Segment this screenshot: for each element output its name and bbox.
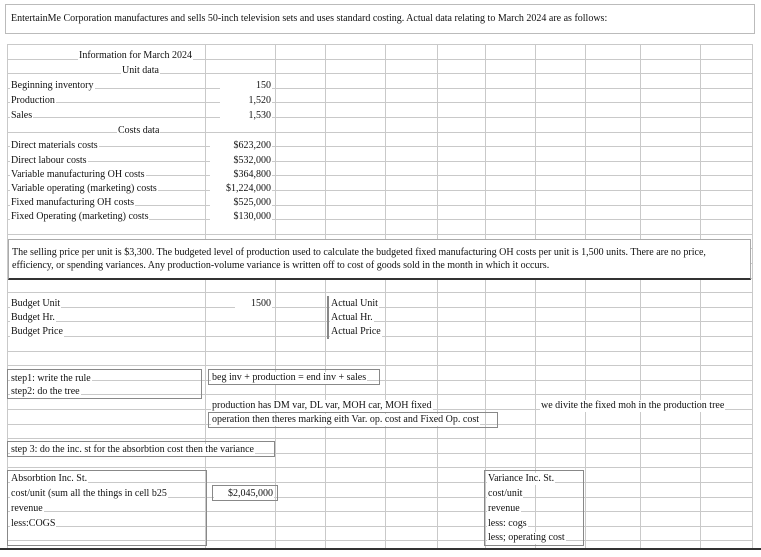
variance-title: Variance Inc. St. xyxy=(488,473,555,484)
note-operation: operation then theres marking eith Var. op. cost and Fixed Op. cost xyxy=(212,414,479,425)
problem-paragraph[interactable]: The selling price per unit is $3,300. The budgeted level of production used to calculate the budgeted fixed manufacturing OH costs per unit is 1,500 units. There are no price, efficiency, or spending variances. Any production-volume variance is written off to cost of goods sold in the month in which it occurs. xyxy=(8,239,751,280)
actual-label: Actual Unit xyxy=(331,298,378,309)
variance-row: less; operating cost xyxy=(488,532,565,543)
grid-row-line xyxy=(7,351,752,352)
unit-data-label: Unit data xyxy=(122,65,159,76)
grid-row-line xyxy=(7,73,752,74)
grid-col-line xyxy=(700,44,701,548)
grid-row-line xyxy=(7,321,752,322)
actual-label: Actual Price xyxy=(331,326,381,337)
unit-value: 1,520 xyxy=(220,95,272,107)
variance-row: revenue xyxy=(488,503,520,514)
cost-value: $130,000 xyxy=(210,211,272,223)
grid-col-line xyxy=(640,44,641,548)
grid-col-line xyxy=(325,44,326,548)
grid-row-line xyxy=(7,161,752,162)
unit-value: 150 xyxy=(220,80,272,92)
absorption-value: $2,045,000 xyxy=(214,488,274,500)
absorption-row: less:COGS xyxy=(11,518,56,529)
bottom-border xyxy=(0,548,761,550)
grid-col-line xyxy=(275,44,276,548)
cost-label: Direct materials costs xyxy=(11,140,98,151)
absorption-title: Absorbtion Inc. St. xyxy=(11,473,88,484)
grid-row-line xyxy=(7,307,752,308)
grid-row-line xyxy=(7,234,752,235)
rule-text: beg inv + production = end inv + sales xyxy=(212,372,367,383)
grid-row-line xyxy=(7,292,752,293)
step1-text: step1: write the rule xyxy=(11,373,91,384)
grid-row-line xyxy=(7,365,752,366)
unit-label: Sales xyxy=(11,110,33,121)
step2-text: step2: do the tree xyxy=(11,386,80,397)
budget-label: Budget Hr. xyxy=(11,312,55,323)
budget-unit-value: 1500 xyxy=(235,298,272,310)
variance-row: less: cogs xyxy=(488,518,527,529)
grid-col-line xyxy=(585,44,586,548)
grid-col-line xyxy=(752,44,753,548)
unit-value: 1,530 xyxy=(220,110,272,122)
grid-col-line xyxy=(437,44,438,548)
grid-row-line xyxy=(7,117,752,118)
cost-label: Direct labour costs xyxy=(11,155,87,166)
grid-row-line xyxy=(7,146,752,147)
variance-row: cost/unit xyxy=(488,488,523,499)
grid-row-line xyxy=(7,438,752,439)
note-cell-border[interactable] xyxy=(208,412,498,428)
unit-label: Beginning inventory xyxy=(11,80,94,91)
budget-label: Budget Unit xyxy=(11,298,61,309)
absorption-row: revenue xyxy=(11,503,43,514)
cost-label: Variable manufacturing OH costs xyxy=(11,169,145,180)
actual-column-border xyxy=(327,296,329,339)
grid-row-line xyxy=(7,44,752,45)
grid-col-line xyxy=(385,44,386,548)
cost-value: $364,800 xyxy=(210,169,272,181)
cost-label: Fixed Operating (marketing) costs xyxy=(11,211,149,222)
unit-label: Production xyxy=(11,95,55,106)
cost-value: $532,000 xyxy=(210,155,272,167)
cost-label: Variable operating (marketing) costs xyxy=(11,183,157,194)
actual-label: Actual Hr. xyxy=(331,312,373,323)
cost-label: Fixed manufacturing OH costs xyxy=(11,197,135,208)
note-fixed-moh: we divite the fixed moh in the production tree xyxy=(541,400,725,411)
budget-label: Budget Price xyxy=(11,326,63,337)
grid-row-line xyxy=(7,88,752,89)
cost-value: $1,224,000 xyxy=(210,183,272,195)
costs-data-label: Costs data xyxy=(118,125,160,136)
cost-value: $525,000 xyxy=(210,197,272,209)
cost-value: $623,200 xyxy=(210,140,272,152)
info-title: Information for March 2024 xyxy=(79,50,193,61)
step3-text: step 3: do the inc. st for the absorbtion cost then the variance xyxy=(11,444,254,455)
grid-row-line xyxy=(7,102,752,103)
header-text: EntertainMe Corporation manufactures and sells 50-inch television sets and uses standard costing. Actual data relating to March 2024 are as follows: xyxy=(11,13,608,24)
note-production: production has DM var, DL var, MOH car, MOH fixed xyxy=(212,400,432,411)
absorption-row: cost/unit (sum all the things in cell b25 xyxy=(11,488,167,499)
grid-row-line xyxy=(7,467,752,468)
